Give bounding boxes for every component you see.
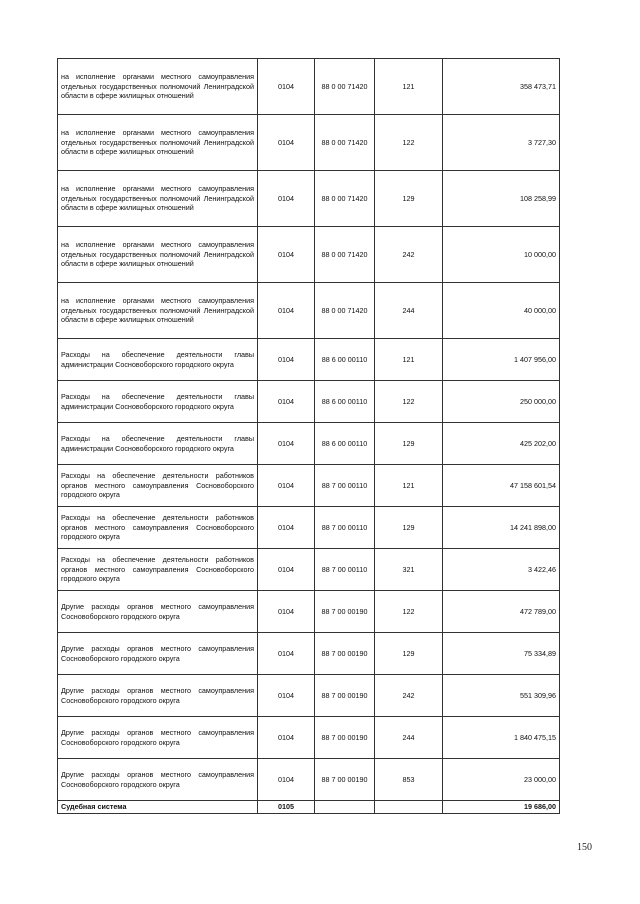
table-row (58, 465, 560, 507)
table-row (58, 759, 560, 801)
table-row (58, 591, 560, 633)
sum-cell: 108 258,99 (443, 171, 560, 227)
section-cell: 0104 (258, 339, 315, 381)
section-cell: 0104 (258, 549, 315, 591)
section-cell: 0104 (258, 717, 315, 759)
total-csr-cell (315, 801, 375, 814)
total-sum-cell: 19 686,00 (443, 801, 560, 814)
table-row (58, 171, 560, 227)
name-cell: на исполнение органами местного самоуправления отдельных государственных полномочий Ленинградской области в сфере жилищных отношений (58, 283, 258, 339)
vr-cell: 242 (375, 675, 443, 717)
name-cell: на исполнение органами местного самоуправления отдельных государственных полномочий Ленинградской области в сфере жилищных отношений (58, 227, 258, 283)
name-cell: Другие расходы органов местного самоуправления Сосновоборского городского округа (58, 675, 258, 717)
table-row (58, 717, 560, 759)
csr-cell: 88 0 00 71420 (315, 171, 375, 227)
section-cell: 0104 (258, 633, 315, 675)
table-row (58, 283, 560, 339)
table-row (58, 633, 560, 675)
sum-cell: 1 840 475,15 (443, 717, 560, 759)
section-cell: 0104 (258, 423, 315, 465)
sum-cell: 250 000,00 (443, 381, 560, 423)
vr-cell: 121 (375, 59, 443, 115)
sum-cell: 472 789,00 (443, 591, 560, 633)
csr-cell: 88 7 00 00190 (315, 717, 375, 759)
vr-cell: 121 (375, 465, 443, 507)
csr-cell: 88 7 00 00110 (315, 507, 375, 549)
sum-cell: 40 000,00 (443, 283, 560, 339)
csr-cell: 88 7 00 00190 (315, 759, 375, 801)
sum-cell: 425 202,00 (443, 423, 560, 465)
vr-cell: 244 (375, 717, 443, 759)
budget-table (57, 58, 560, 814)
vr-cell: 853 (375, 759, 443, 801)
budget-table-body (58, 59, 560, 814)
page-number: 150 (577, 842, 592, 853)
csr-cell: 88 7 00 00110 (315, 549, 375, 591)
total-row (58, 801, 560, 814)
vr-cell: 321 (375, 549, 443, 591)
sum-cell: 1 407 956,00 (443, 339, 560, 381)
name-cell: Другие расходы органов местного самоуправления Сосновоборского городского округа (58, 759, 258, 801)
section-cell: 0104 (258, 115, 315, 171)
total-section-cell: 0105 (258, 801, 315, 814)
section-cell: 0104 (258, 675, 315, 717)
section-cell: 0104 (258, 283, 315, 339)
vr-cell: 244 (375, 283, 443, 339)
name-cell: Другие расходы органов местного самоуправления Сосновоборского городского округа (58, 717, 258, 759)
name-cell: на исполнение органами местного самоуправления отдельных государственных полномочий Ленинградской области в сфере жилищных отношений (58, 115, 258, 171)
vr-cell: 122 (375, 381, 443, 423)
csr-cell: 88 6 00 00110 (315, 423, 375, 465)
csr-cell: 88 0 00 71420 (315, 59, 375, 115)
vr-cell: 129 (375, 507, 443, 549)
sum-cell: 3 422,46 (443, 549, 560, 591)
name-cell: Расходы на обеспечение деятельности главы администрации Сосновоборского городского округа (58, 381, 258, 423)
vr-cell: 129 (375, 633, 443, 675)
csr-cell: 88 0 00 71420 (315, 227, 375, 283)
table-row (58, 549, 560, 591)
name-cell: Другие расходы органов местного самоуправления Сосновоборского городского округа (58, 591, 258, 633)
csr-cell: 88 7 00 00190 (315, 591, 375, 633)
section-cell: 0104 (258, 465, 315, 507)
sum-cell: 358 473,71 (443, 59, 560, 115)
sum-cell: 10 000,00 (443, 227, 560, 283)
section-cell: 0104 (258, 759, 315, 801)
name-cell: на исполнение органами местного самоуправления отдельных государственных полномочий Ленинградской области в сфере жилищных отношений (58, 59, 258, 115)
vr-cell: 129 (375, 423, 443, 465)
total-name-cell: Судебная система (58, 801, 258, 814)
section-cell: 0104 (258, 171, 315, 227)
table-row (58, 423, 560, 465)
total-vr-cell (375, 801, 443, 814)
name-cell: Другие расходы органов местного самоуправления Сосновоборского городского округа (58, 633, 258, 675)
name-cell: Расходы на обеспечение деятельности работников органов местного самоуправления Сосновоборского городского округа (58, 465, 258, 507)
sum-cell: 23 000,00 (443, 759, 560, 801)
section-cell: 0104 (258, 381, 315, 423)
csr-cell: 88 6 00 00110 (315, 339, 375, 381)
vr-cell: 122 (375, 591, 443, 633)
vr-cell: 122 (375, 115, 443, 171)
csr-cell: 88 7 00 00190 (315, 633, 375, 675)
table-row (58, 507, 560, 549)
table-row (58, 339, 560, 381)
sum-cell: 3 727,30 (443, 115, 560, 171)
name-cell: Расходы на обеспечение деятельности работников органов местного самоуправления Сосновоборского городского округа (58, 507, 258, 549)
csr-cell: 88 0 00 71420 (315, 115, 375, 171)
csr-cell: 88 0 00 71420 (315, 283, 375, 339)
section-cell: 0104 (258, 591, 315, 633)
sum-cell: 75 334,89 (443, 633, 560, 675)
name-cell: на исполнение органами местного самоуправления отдельных государственных полномочий Ленинградской области в сфере жилищных отношений (58, 171, 258, 227)
csr-cell: 88 7 00 00110 (315, 465, 375, 507)
sum-cell: 47 158 601,54 (443, 465, 560, 507)
section-cell: 0104 (258, 227, 315, 283)
sum-cell: 551 309,96 (443, 675, 560, 717)
csr-cell: 88 7 00 00190 (315, 675, 375, 717)
table-row (58, 381, 560, 423)
table-row (58, 227, 560, 283)
csr-cell: 88 6 00 00110 (315, 381, 375, 423)
table-row (58, 59, 560, 115)
table-row (58, 115, 560, 171)
name-cell: Расходы на обеспечение деятельности работников органов местного самоуправления Сосновоборского городского округа (58, 549, 258, 591)
table-row (58, 675, 560, 717)
vr-cell: 121 (375, 339, 443, 381)
name-cell: Расходы на обеспечение деятельности главы администрации Сосновоборского городского округа (58, 339, 258, 381)
vr-cell: 129 (375, 171, 443, 227)
section-cell: 0104 (258, 59, 315, 115)
section-cell: 0104 (258, 507, 315, 549)
vr-cell: 242 (375, 227, 443, 283)
name-cell: Расходы на обеспечение деятельности главы администрации Сосновоборского городского округа (58, 423, 258, 465)
sum-cell: 14 241 898,00 (443, 507, 560, 549)
